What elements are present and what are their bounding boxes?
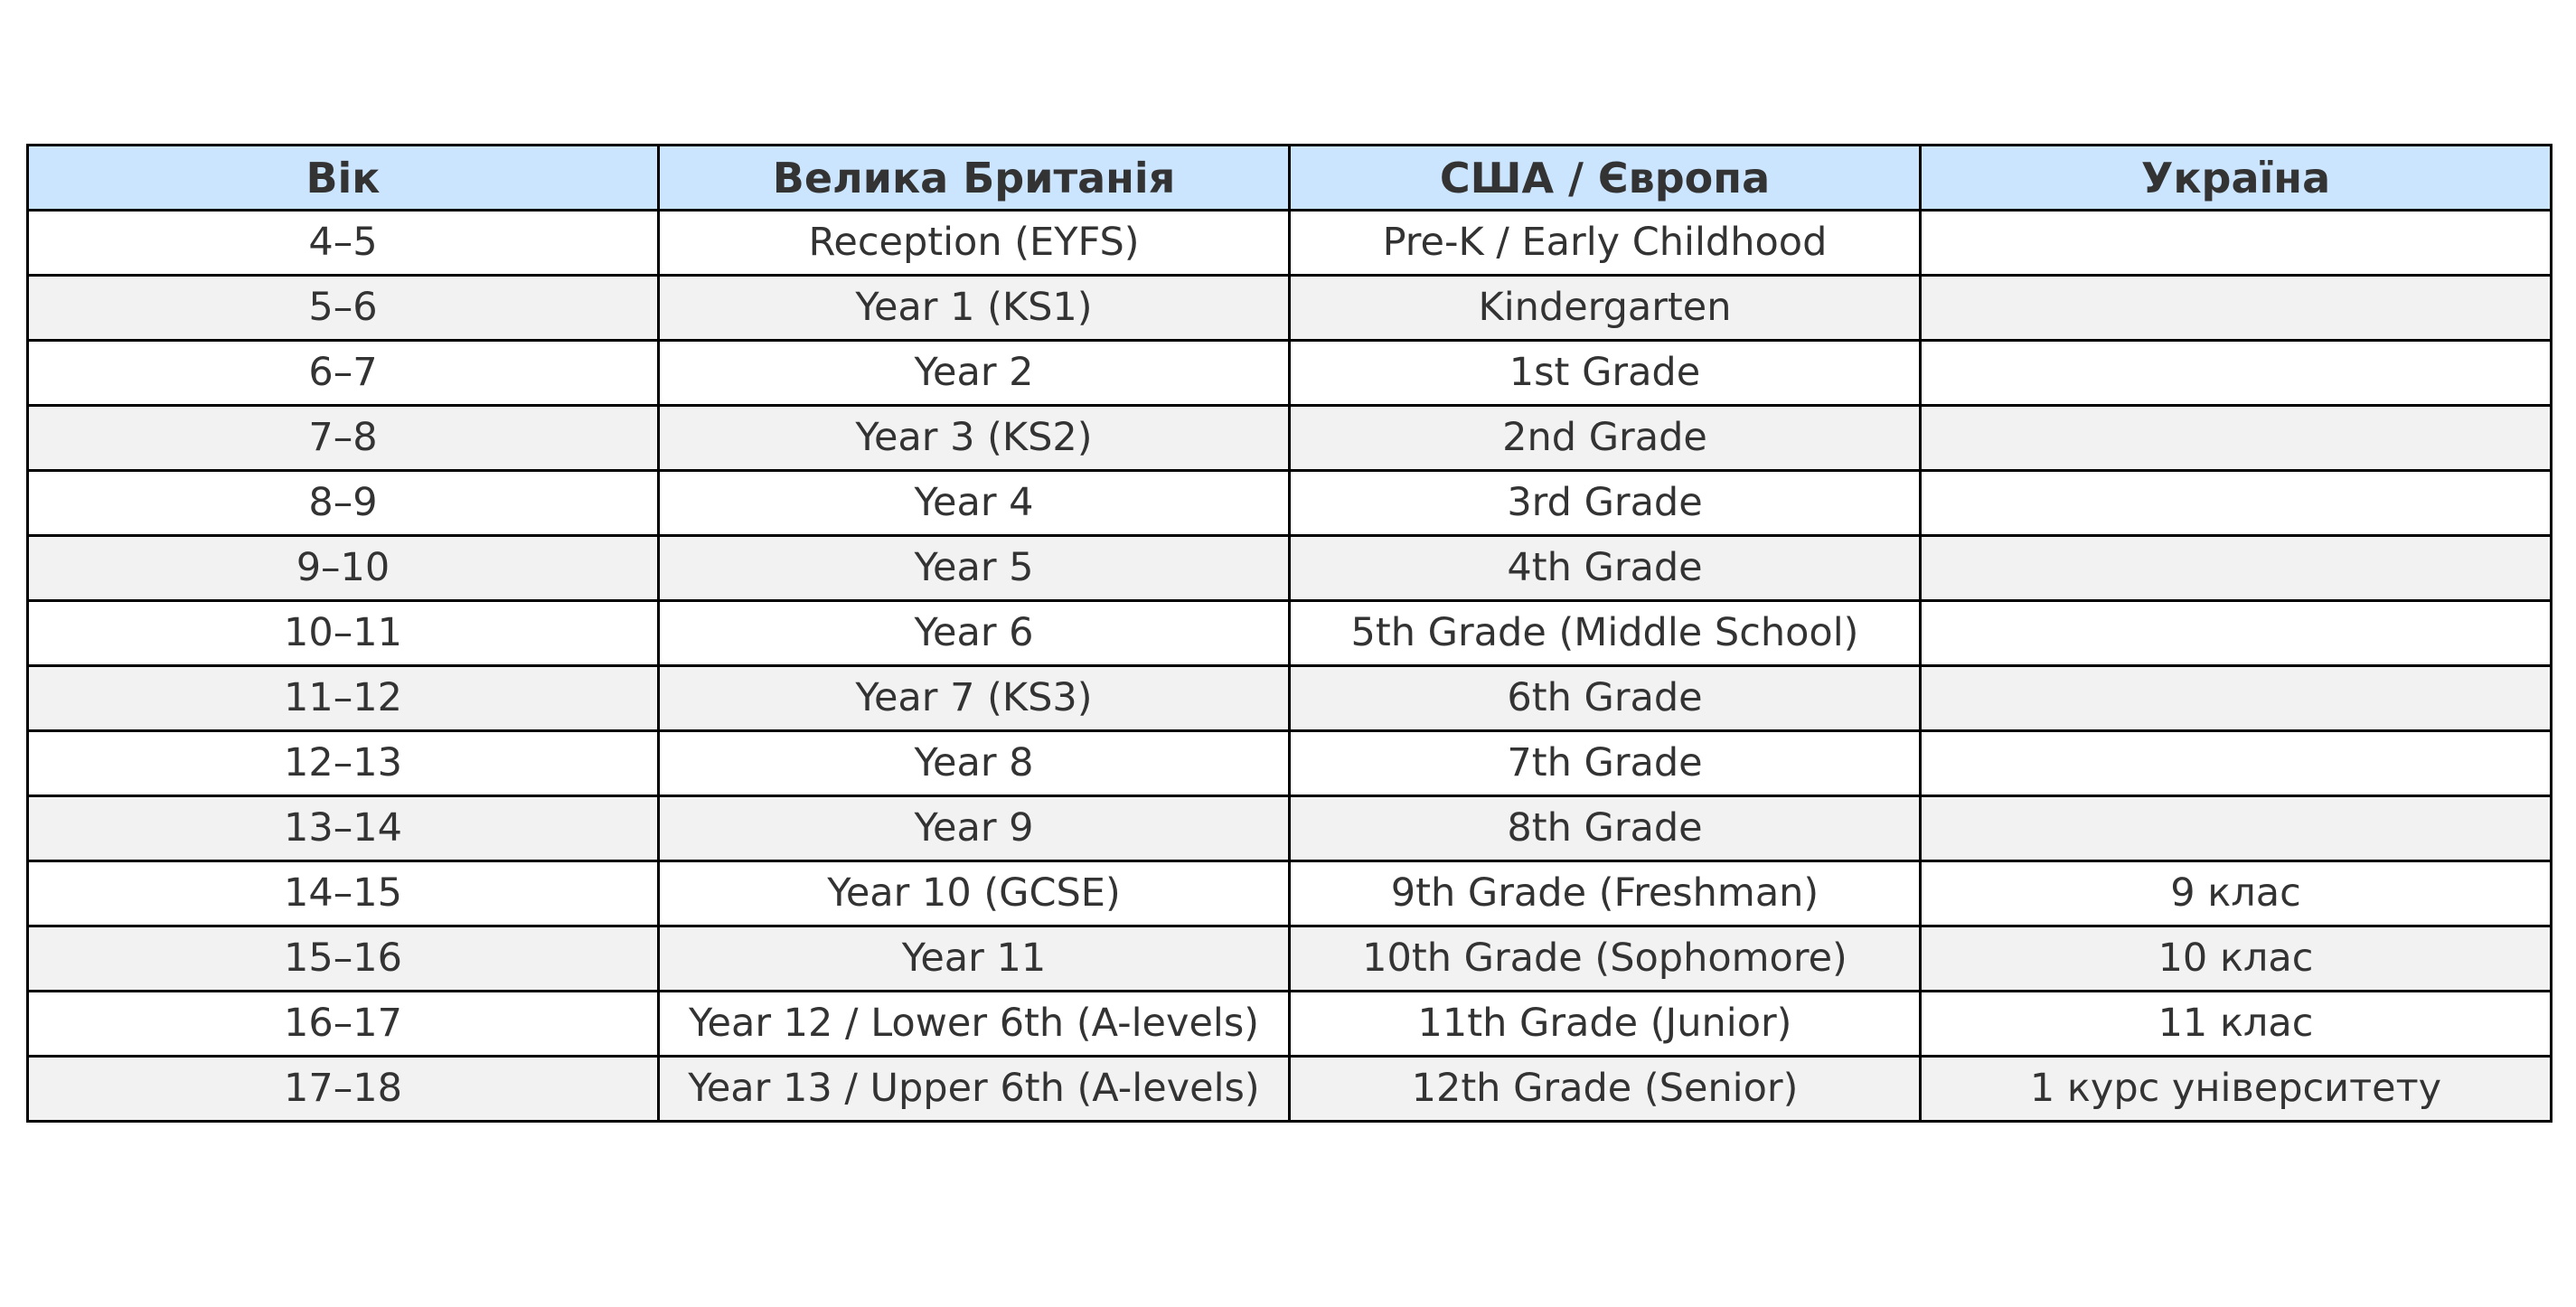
cell-uk: Year 1 (KS1) — [659, 276, 1290, 341]
cell-usa-europe: 11th Grade (Junior) — [1290, 992, 1921, 1057]
cell-uk: Year 7 (KS3) — [659, 666, 1290, 731]
table-row — [28, 992, 2552, 1057]
cell-uk: Year 2 — [659, 341, 1290, 406]
table-row — [28, 211, 2552, 276]
cell-ukraine — [1921, 406, 2552, 471]
cell-uk: Year 11 — [659, 926, 1290, 992]
cell-age: 15–16 — [28, 926, 659, 992]
column-header-age: Вік — [28, 146, 659, 211]
cell-usa-europe: 6th Grade — [1290, 666, 1921, 731]
cell-usa-europe: 12th Grade (Senior) — [1290, 1057, 1921, 1122]
cell-age: 17–18 — [28, 1057, 659, 1122]
cell-ukraine — [1921, 536, 2552, 601]
cell-ukraine — [1921, 666, 2552, 731]
table-row — [28, 731, 2552, 796]
cell-ukraine — [1921, 796, 2552, 861]
cell-usa-europe: 3rd Grade — [1290, 471, 1921, 536]
table-row — [28, 666, 2552, 731]
cell-age: 4–5 — [28, 211, 659, 276]
table-row — [28, 861, 2552, 926]
cell-age: 9–10 — [28, 536, 659, 601]
header-row — [28, 146, 2552, 211]
table-row — [28, 276, 2552, 341]
table-row — [28, 536, 2552, 601]
cell-age: 8–9 — [28, 471, 659, 536]
table-row — [28, 1057, 2552, 1122]
cell-uk: Year 3 (KS2) — [659, 406, 1290, 471]
cell-ukraine — [1921, 471, 2552, 536]
cell-age: 16–17 — [28, 992, 659, 1057]
cell-uk: Year 6 — [659, 601, 1290, 666]
cell-ukraine — [1921, 601, 2552, 666]
cell-uk: Year 13 / Upper 6th (A-levels) — [659, 1057, 1290, 1122]
cell-uk: Year 4 — [659, 471, 1290, 536]
table-row — [28, 796, 2552, 861]
table-body — [28, 211, 2552, 1122]
table-header — [28, 146, 2552, 211]
cell-ukraine — [1921, 276, 2552, 341]
table-row — [28, 926, 2552, 992]
cell-uk: Year 5 — [659, 536, 1290, 601]
cell-uk: Year 8 — [659, 731, 1290, 796]
cell-uk: Year 10 (GCSE) — [659, 861, 1290, 926]
cell-usa-europe: 5th Grade (Middle School) — [1290, 601, 1921, 666]
cell-ukraine: 11 клас — [1921, 992, 2552, 1057]
column-header-uk: Велика Британія — [659, 146, 1290, 211]
cell-uk: Year 9 — [659, 796, 1290, 861]
cell-usa-europe: Kindergarten — [1290, 276, 1921, 341]
cell-age: 14–15 — [28, 861, 659, 926]
table-container — [26, 144, 2550, 1123]
cell-age: 13–14 — [28, 796, 659, 861]
cell-age: 10–11 — [28, 601, 659, 666]
cell-age: 6–7 — [28, 341, 659, 406]
cell-ukraine — [1921, 211, 2552, 276]
cell-usa-europe: 8th Grade — [1290, 796, 1921, 861]
column-header-usa-europe: США / Європа — [1290, 146, 1921, 211]
cell-usa-europe: 10th Grade (Sophomore) — [1290, 926, 1921, 992]
cell-age: 12–13 — [28, 731, 659, 796]
cell-usa-europe: 9th Grade (Freshman) — [1290, 861, 1921, 926]
cell-uk: Year 12 / Lower 6th (A-levels) — [659, 992, 1290, 1057]
cell-age: 5–6 — [28, 276, 659, 341]
cell-usa-europe: 7th Grade — [1290, 731, 1921, 796]
table-row — [28, 601, 2552, 666]
cell-usa-europe: Pre-K / Early Childhood — [1290, 211, 1921, 276]
cell-ukraine: 10 клас — [1921, 926, 2552, 992]
cell-age: 7–8 — [28, 406, 659, 471]
cell-ukraine — [1921, 731, 2552, 796]
cell-uk: Reception (EYFS) — [659, 211, 1290, 276]
column-header-ukraine: Україна — [1921, 146, 2552, 211]
cell-ukraine — [1921, 341, 2552, 406]
cell-usa-europe: 2nd Grade — [1290, 406, 1921, 471]
table-row — [28, 341, 2552, 406]
cell-age: 11–12 — [28, 666, 659, 731]
table-row — [28, 471, 2552, 536]
cell-usa-europe: 4th Grade — [1290, 536, 1921, 601]
cell-ukraine: 1 курс університету — [1921, 1057, 2552, 1122]
education-comparison-table — [26, 144, 2552, 1123]
cell-ukraine: 9 клас — [1921, 861, 2552, 926]
table-row — [28, 406, 2552, 471]
cell-usa-europe: 1st Grade — [1290, 341, 1921, 406]
